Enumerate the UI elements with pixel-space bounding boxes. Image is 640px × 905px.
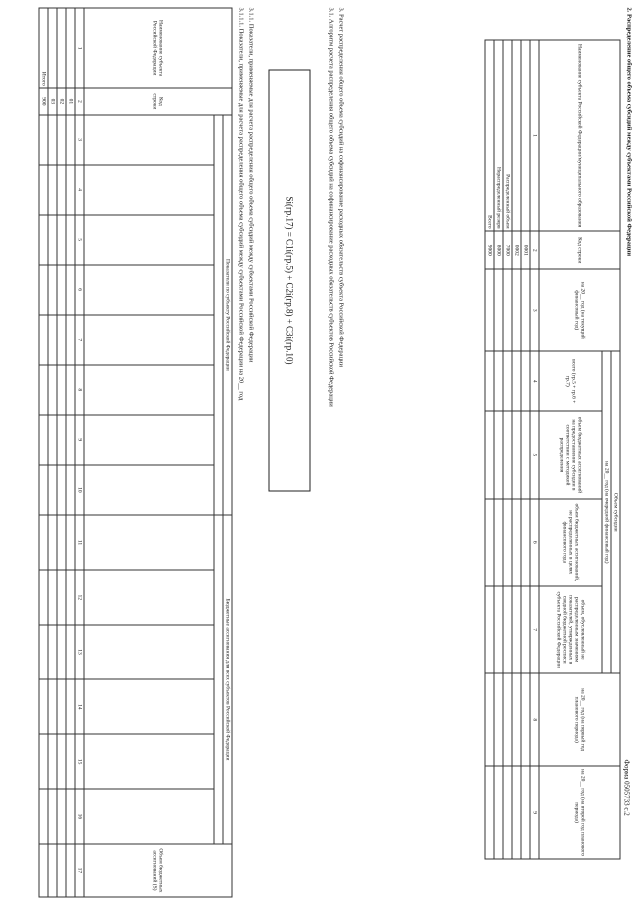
section3-title: 3. Расчет распределения общего объема субсидий на софинансирование расходных обязательств субъекта Российской Федерации: [337, 7, 345, 368]
section31-title: 3.1.1. Показатели, применяемые для расчета распределения общего объема субсидий между субъектами Российской Федерации: [247, 7, 255, 363]
col-num: 5: [530, 411, 539, 498]
formula: Si(гр.17) = C1i(гр.5) + C2i(гр.8) + C3i(гр.10): [269, 70, 311, 492]
col-c: объем, обусловленный не распределенным значениям показателей, утвержденных в сводной бюджетной росписи субъекта Российской Федерации: [539, 586, 602, 673]
section3-subtitle: 3.1. Алгоритм расчета распределения общего объема субсидий на софинансирование расходных обязательств субъектов Российской Федерации: [327, 7, 335, 407]
col-total: всего (гр.5 + гр.6 + гр.7): [539, 351, 602, 411]
col-year-next2: на 20__ год (на второй год планового периода): [539, 766, 620, 859]
table-row: 0002: [512, 40, 521, 859]
table-row: 01: [66, 8, 75, 897]
col-num: 8: [530, 673, 539, 766]
col-b: объем бюджетных ассигнований, не распределенных в целях финансового года: [539, 499, 602, 586]
t2-col-code: Код строки: [84, 88, 232, 114]
table-footer-row: Итого 900: [39, 8, 48, 897]
table-row: 0001: [521, 40, 530, 859]
t2-group-header: Показатели по субъекту Российской Федерации: [223, 115, 232, 516]
col-year-next1: на 20__ год (на первый год планового периода): [539, 673, 620, 766]
section2-title: 2. Распределение общего объема субсидий между субъектами Российской Федерации: [625, 7, 633, 257]
table-footer-row: Распределенный объем 7000: [503, 40, 512, 859]
col-num: 1: [530, 40, 539, 231]
t2-group-header2: Бюджетные ассигнования для всех субъектов Российской Федерации: [223, 515, 232, 844]
col-num: 3: [530, 269, 539, 351]
col-num: 9: [530, 766, 539, 859]
col-num: 6: [530, 499, 539, 586]
rotated-content: [1, 0, 640, 905]
col-num: 4: [530, 351, 539, 411]
col-year-prev: на 20__ год (на текущий финансовый год): [539, 269, 620, 351]
col-code: Код строки: [539, 231, 620, 269]
distribution-table: [485, 40, 621, 860]
t2-col-total: Объем бюджетных ассигнований (S): [84, 844, 232, 897]
col-volume: Объем субсидии: [611, 351, 620, 673]
col-num: 2: [530, 231, 539, 269]
col-year-cur: на 20__ год (на очередной финансовый год): [602, 351, 611, 673]
table-row: 03: [48, 8, 57, 897]
table-footer-row: Всего 9000: [485, 40, 494, 859]
col-a: объем бюджетных ассигнований на предоставление субсидии в соответствии с методикой распределения: [539, 411, 602, 498]
table-row: 02: [57, 8, 66, 897]
table-footer-row: Нераспределенный резерв 8000: [494, 40, 503, 859]
t2-col-name: Наименование субъекта Российской Федерации: [84, 8, 232, 88]
form-code: Форма 0505733 с.2: [622, 759, 631, 816]
col-num: 7: [530, 586, 539, 673]
section31-subtitle: 3.1.1.1. Показатели, применяемые для расчета распределения общего объема субсидий между субъектами Российской Федерации на 20__ год: [237, 7, 245, 401]
col-recipient: Наименование субъекта Российской Федерации/муниципального образования: [539, 40, 620, 231]
indicators-table: Наименование субъекта Российской Федерации Код строки Показатели по субъекту Российской Федерации Бюджетные ассигнования для всех субъектов Российской Федерации Объем бюджетных ассигнований (S) 1 2 3 4 5 6 7 8 9 10 11 12 13 14 15 16 17 01 02 03 Итого 900: [39, 8, 233, 898]
